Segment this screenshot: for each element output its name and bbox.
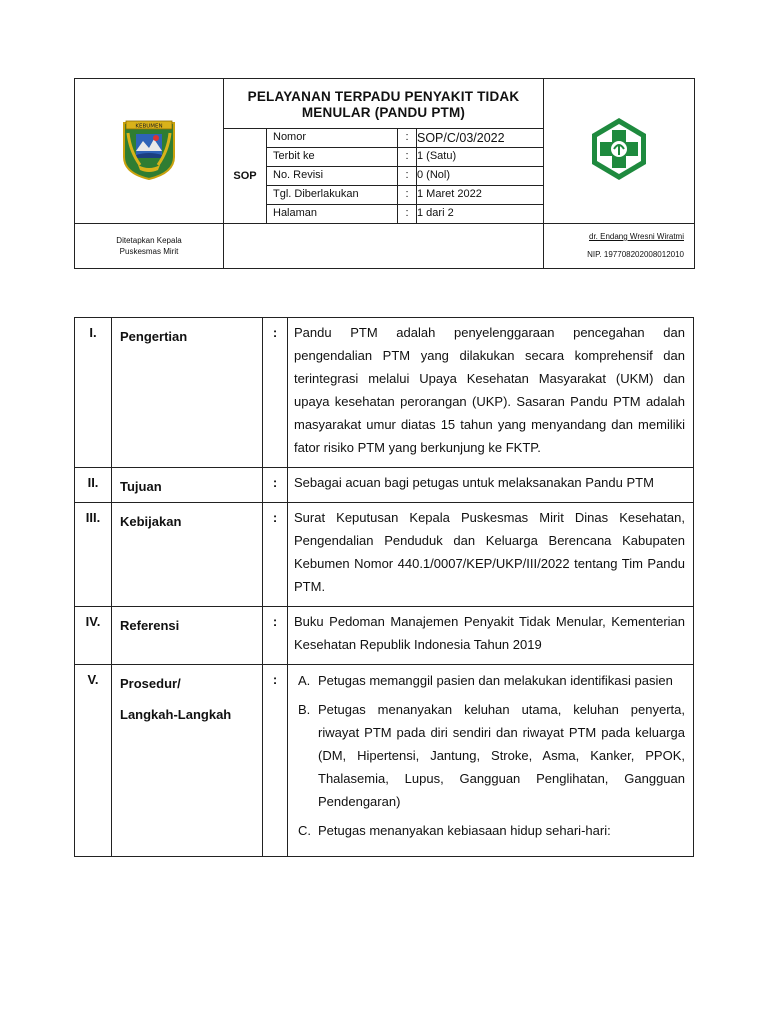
- document-title: [224, 87, 543, 120]
- section-body: [288, 503, 694, 607]
- signer-nip: NIP. 197708202008012010: [587, 250, 684, 259]
- section-title: [112, 665, 263, 857]
- meta-key-revisi: No. Revisi: [267, 167, 398, 186]
- signer-name: dr. Endang Wresni Wiratmi: [589, 232, 684, 241]
- sop-label: SOP: [224, 129, 267, 224]
- footer-empty-cell: [224, 224, 544, 269]
- right-logo-cell: [544, 79, 695, 224]
- meta-colon: :: [398, 167, 417, 186]
- puskesmas-logo-icon: [590, 116, 648, 182]
- meta-key-nomor: Nomor: [267, 129, 398, 148]
- section-number: II.: [75, 468, 112, 503]
- procedure-steps-list: [294, 665, 685, 842]
- section-row-referensi: [75, 607, 694, 665]
- procedure-step: [294, 669, 685, 692]
- left-logo-cell: [75, 79, 224, 224]
- section-colon: :: [263, 503, 288, 607]
- section-number: V.: [75, 665, 112, 857]
- step-text: Petugas menanyakan keluhan utama, keluhan penyerta, riwayat PTM pada diri sendiri dan riwayat PTM pada keluarga (DM, Hipertensi, Jantung, Stroke, Asma, Kanker, PPOK, Thalasemia, Lupus, Gangguan Penglihatan, Gangguan Pendengaran): [318, 702, 685, 809]
- section-colon: :: [263, 665, 288, 857]
- meta-colon: :: [398, 148, 417, 167]
- section-title: Pengertian: [112, 318, 263, 468]
- section-title-line-1: Prosedur/: [120, 676, 181, 691]
- section-colon: :: [263, 318, 288, 468]
- section-text-kebijakan: Surat Keputusan Kepala Puskesmas Mirit Dinas Kesehatan, Pengendalian Penduduk dan Keluarga Berencana Kabupaten Kebumen Nomor 440.1/0007/KEP/UKP/III/2022 tentang Tim Pandu PTM.: [294, 510, 685, 594]
- step-marker: B.: [298, 702, 311, 717]
- meta-key-halaman: Halaman: [267, 205, 398, 224]
- meta-colon: :: [398, 186, 417, 205]
- meta-value-revisi: 0 (Nol): [417, 167, 544, 186]
- meta-value-tanggal: 1 Maret 2022: [417, 186, 544, 205]
- section-title-line-2: Langkah-Langkah: [120, 707, 232, 722]
- established-by-cell: [75, 224, 224, 269]
- meta-key-terbit: Terbit ke: [267, 148, 398, 167]
- section-title: Kebijakan: [112, 503, 263, 607]
- section-row-prosedur: [75, 665, 694, 857]
- section-text-tujuan: Sebagai acuan bagi petugas untuk melaksanakan Pandu PTM: [294, 475, 654, 490]
- meta-value-terbit: 1 (Satu): [417, 148, 544, 167]
- signature-cell: [544, 224, 695, 269]
- section-number: IV.: [75, 607, 112, 665]
- section-number: I.: [75, 318, 112, 468]
- step-marker: A.: [298, 673, 311, 688]
- step-marker: C.: [298, 823, 311, 838]
- section-number: III.: [75, 503, 112, 607]
- step-text: Petugas memanggil pasien dan melakukan identifikasi pasien: [318, 673, 673, 688]
- procedure-step: [294, 698, 685, 813]
- sop-header-table: [74, 78, 695, 269]
- established-by-line-1: Ditetapkan Kepala: [116, 236, 182, 245]
- section-body: [288, 607, 694, 665]
- section-title: Tujuan: [112, 468, 263, 503]
- document-title-line-2: MENULAR (PANDU PTM): [301, 104, 466, 120]
- section-body: [288, 468, 694, 503]
- left-logo-text: KEBUMEN: [135, 123, 163, 129]
- section-title: Referensi: [112, 607, 263, 665]
- meta-value-nomor: SOP/C/03/2022: [417, 129, 544, 148]
- section-colon: :: [263, 468, 288, 503]
- established-by-line-2: Puskesmas Mirit: [119, 247, 179, 256]
- document-title-line-1: PELAYANAN TERPADU PENYAKIT TIDAK: [247, 89, 520, 104]
- meta-value-halaman: 1 dari 2: [417, 205, 544, 224]
- kebumen-regency-emblem-icon: [120, 117, 178, 181]
- meta-colon: :: [398, 205, 417, 224]
- step-text: Petugas menanyakan kebiasaan hidup sehari-hari:: [318, 823, 611, 838]
- meta-key-tanggal: Tgl. Diberlakukan: [267, 186, 398, 205]
- section-body: [288, 318, 694, 468]
- meta-colon: :: [398, 129, 417, 148]
- section-row-kebijakan: [75, 503, 694, 607]
- sop-content-table: [74, 317, 694, 857]
- procedure-step: [294, 819, 685, 842]
- document-title-cell: [224, 79, 544, 129]
- section-text-pengertian: Pandu PTM adalah penyelenggaraan pencegahan dan pengendalian PTM yang dilakukan secara komprehensif dan terintegrasi melalui Upaya Kesehatan Masyarakat (UKM) dan upaya kesehatan perorangan (UKP). Sasaran Pandu PTM adalah masyarakat umur diatas 15 tahun yang menyandang dan memiliki fator risiko PTM yang berkunjung ke FKTP.: [294, 325, 685, 455]
- section-row-pengertian: [75, 318, 694, 468]
- section-body: [288, 665, 694, 857]
- section-row-tujuan: [75, 468, 694, 503]
- section-colon: :: [263, 607, 288, 665]
- section-text-referensi: Buku Pedoman Manajemen Penyakit Tidak Menular, Kementerian Kesehatan Republik Indonesia Tahun 2019: [294, 614, 685, 652]
